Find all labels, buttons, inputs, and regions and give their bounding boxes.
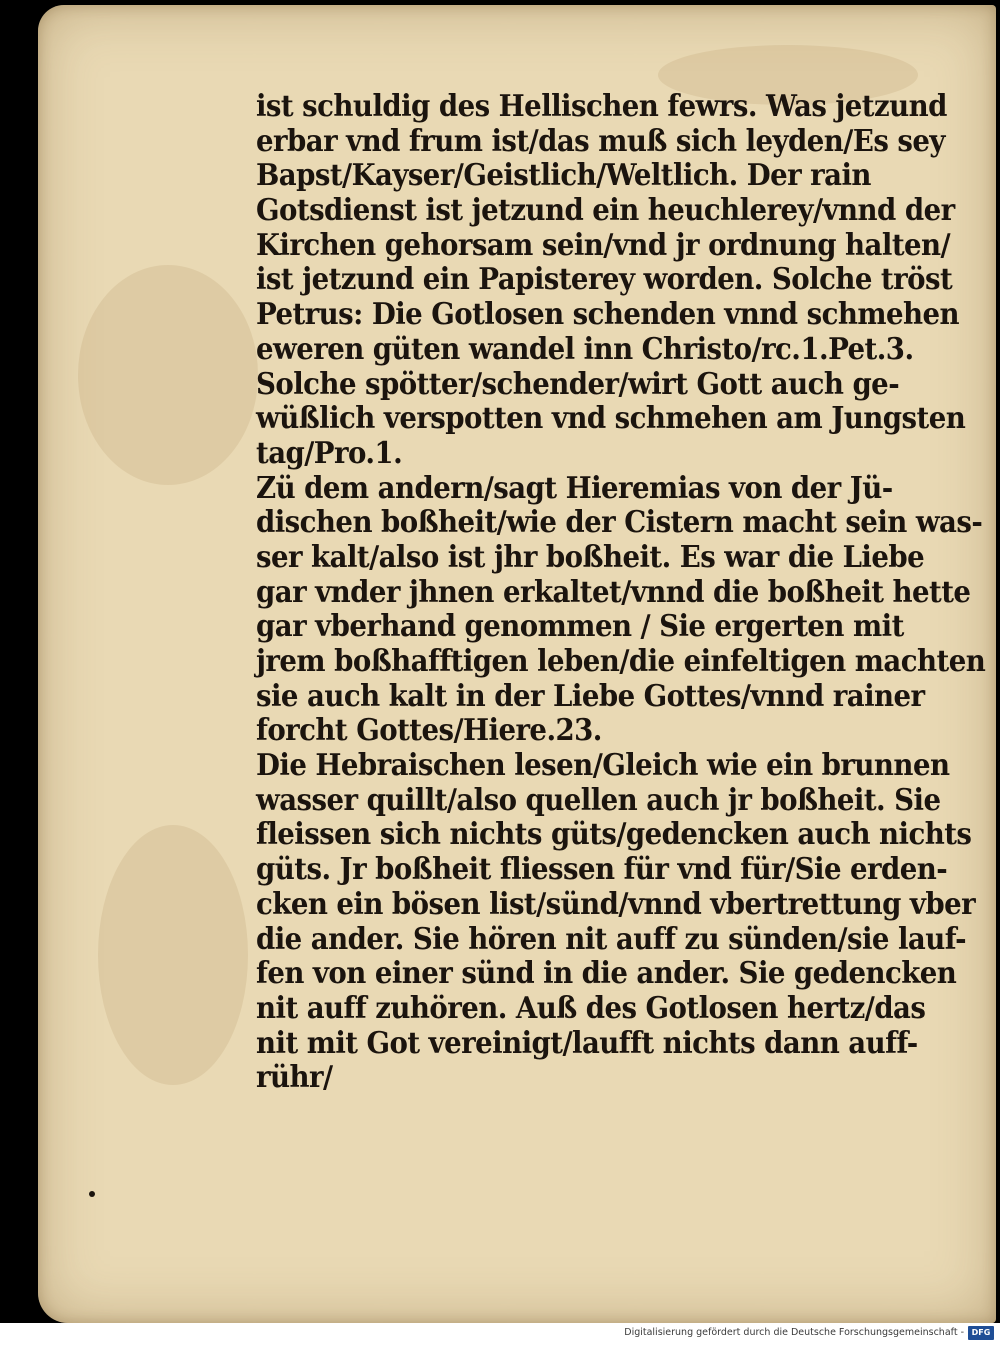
ink-dot bbox=[89, 1191, 95, 1197]
text-line: jrem boßhafftigen leben/die einfeltigen machten bbox=[256, 644, 986, 679]
text-line: eweren güten wandel inn Christo/rc.1.Pet.3. bbox=[256, 331, 914, 367]
text-line: Bapst/Kayser/Geistlich/Weltlich. Der rain bbox=[256, 158, 871, 194]
text-line: Die Hebraischen lesen/Gleich wie ein brunnen bbox=[256, 748, 950, 784]
dfg-logo: DFG bbox=[968, 1326, 994, 1340]
text-line: rühr/ bbox=[256, 1060, 333, 1096]
text-line: Solche spötter/schender/wirt Gott auch ge- bbox=[256, 366, 900, 402]
text-line: erbar vnd frum ist/das muß sich leyden/Es sey bbox=[256, 123, 945, 159]
text-line: Gotsdienst ist jetzund ein heuchlerey/vnnd der bbox=[256, 193, 955, 229]
text-line: fen von einer sünd in die ander. Sie gedencken bbox=[256, 956, 957, 992]
text-line: wasser quillt/also quellen auch jr boßheit. Sie bbox=[256, 782, 941, 818]
text-line: Petrus: Die Gotlosen schenden vnnd schmehen bbox=[256, 297, 960, 333]
text-line: fleissen sich nichts güts/gedencken auch nichts bbox=[256, 817, 972, 853]
text-line: sie auch kalt in der Liebe Gottes/vnnd rainer bbox=[256, 678, 925, 714]
text-line: Zü dem andern/sagt Hieremias von der Jü- bbox=[256, 470, 893, 506]
text-line: gar vberhand genommen / Sie ergerten mit bbox=[256, 609, 904, 645]
text-line: gar vnder jhnen erkaltet/vnnd die boßheit hette bbox=[256, 574, 971, 610]
paper-stain bbox=[78, 265, 258, 485]
text-line: ist jetzund ein Papisterey worden. Solche tröst bbox=[256, 262, 953, 298]
text-line: Kirchen gehorsam sein/vnd jr ordnung halten/ bbox=[256, 227, 951, 263]
text-line: ser kalt/also ist jhr boßheit. Es war die Liebe bbox=[256, 539, 925, 575]
text-line: cken ein bösen list/sünd/vnnd vbertrettung vber bbox=[256, 886, 976, 922]
page-text bbox=[256, 89, 986, 1096]
text-line: die ander. Sie hören nit auff zu sünden/sie lauf- bbox=[256, 921, 966, 957]
text-line: güts. Jr boßheit fliessen für vnd für/Sie erden- bbox=[256, 852, 948, 888]
text-line: ist schuldig des Hellischen fewrs. Was jetzund bbox=[256, 89, 947, 124]
text-line: tag/Pro.1. bbox=[256, 435, 403, 471]
digitization-credit: Digitalisierung gefördert durch die Deutsche Forschungsgemeinschaft - bbox=[624, 1327, 964, 1338]
text-line: forcht Gottes/Hiere.23. bbox=[256, 713, 602, 749]
text-line: nit mit Got vereinigt/laufft nichts dann auff- bbox=[256, 1025, 918, 1061]
paper-stain bbox=[98, 825, 248, 1085]
text-line: nit auff zuhören. Auß des Gotlosen hertz/das bbox=[256, 990, 926, 1026]
text-line: wüßlich verspotten vnd schmehen am Jungsten bbox=[256, 401, 966, 437]
text-line: dischen boßheit/wie der Cistern macht sein was- bbox=[256, 505, 983, 541]
